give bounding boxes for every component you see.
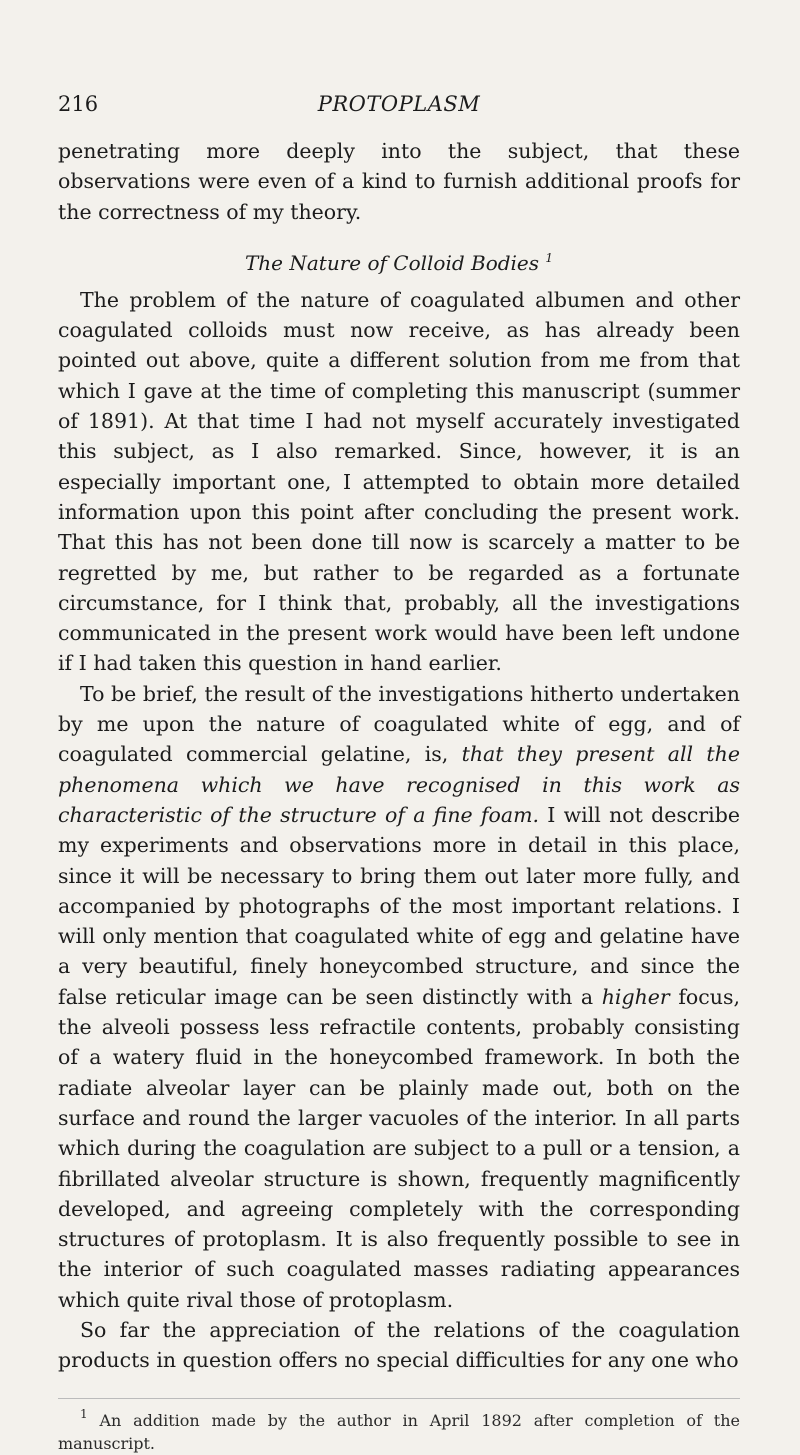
emphasized-word: higher: [601, 984, 670, 1009]
body-paragraph-2: [58, 679, 740, 1315]
section-title-text: The Nature of Colloid Bodies: [244, 250, 540, 275]
footnote: [58, 1406, 740, 1455]
footnote-reference[interactable]: 1: [545, 250, 554, 265]
body-paragraph-1: The problem of the nature of coagulated albumen and other coagulated colloids must now receive, as has already been pointed out above, quite a different solution from me from that which I gave at the time of completing this manuscript (summer of 1891). At that time I had not myself accurately investigated this subject, as I also remarked. Since, however, it is an especially important one, I attempted to obtain more detailed information upon this point after concluding the present work. That this has not been done till now is scarcely a matter to be regretted by me, but rather to be regarded as a fortunate circumstance, for I think that, probably, all the investigations communicated in the present work would have been left undone if I had taken this question in hand earlier.: [58, 287, 740, 676]
footnote-marker: 1: [80, 1406, 88, 1421]
intro-paragraph: penetrating more deeply into the subject, that these observations were even of a kind to furnish additional proofs for the correctness of my theory.: [58, 139, 740, 224]
running-head: PROTOPLASM: [317, 92, 481, 116]
emphasized-result: that they present all the phenomena which we have recognised in this work as characteristic of the structure of a fine foam.: [58, 742, 740, 827]
page-header: [58, 92, 740, 122]
paragraph-2-text-b: I will not describe my experiments and observations more in detail in this place, since it will be necessary to bring them out later more fully, and accompanied by photographs of the most important relations. I will only mention that coagulated white of egg and gelatine have a very beautiful, finely honeycombed structure, and since the false reticular image can be seen distinctly with a: [58, 802, 740, 1009]
book-page: [58, 0, 740, 1455]
body-paragraph-3: So far the appreciation of the relations of the coagulation products in question offers no special difficulties for any one who: [58, 1317, 740, 1373]
page-number: 216: [58, 92, 99, 116]
paragraph-2-text-c: focus, the alveoli possess less refractile contents, probably consisting of a watery fluid in the honeycombed framework. In both the radiate alveolar layer can be plainly made out, both on the surface and round the larger vacuoles of the interior. In all parts which during the coagulation are subject to a pull or a tension, a fibrillated alveolar structure is shown, frequently magnificently developed, and agreeing completely with the corresponding structures of protoplasm. It is also frequently possible to see in the interior of such coagulated masses radiating appearances which quite rival those of protoplasm.: [58, 984, 740, 1312]
section-title: [58, 251, 740, 275]
footnote-text: An addition made by the author in April 1892 after completion of the manuscript.: [58, 1410, 740, 1453]
footnote-divider: [58, 1398, 740, 1399]
paragraph-2-text-a: To be brief, the result of the investigations hitherto undertaken by me upon the nature of coagulated white of egg, and of coagulated commercial gelatine, is,: [58, 681, 740, 767]
